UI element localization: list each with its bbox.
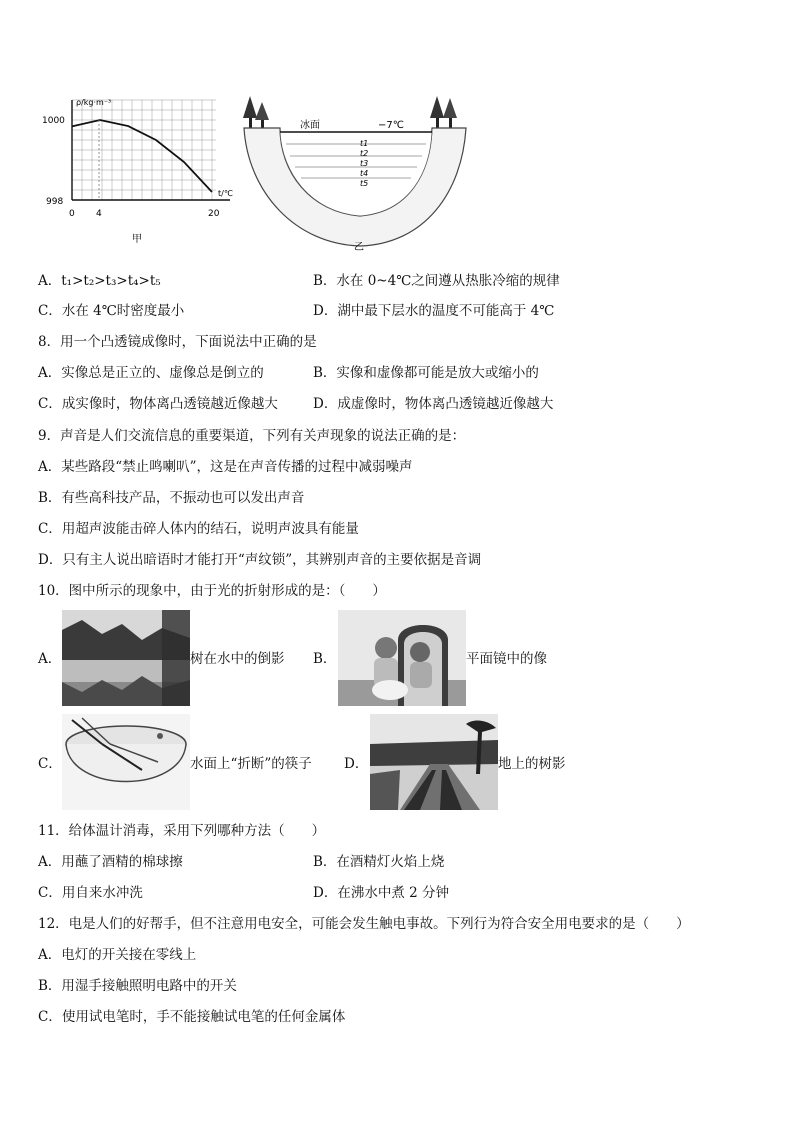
q10-option-a-text: 树在水中的倒影 <box>190 651 285 667</box>
layer-t3: t3 <box>360 159 369 168</box>
q12-option-c[interactable]: C．使用试电笔时，手不能接触试电笔的任何金属体 <box>38 1009 346 1025</box>
q11-option-b[interactable]: B．在酒精灯火焰上烧 <box>313 854 445 870</box>
figure-jia-caption: 甲 <box>132 234 142 245</box>
layer-t5: t5 <box>360 179 369 188</box>
q10-option-d-letter[interactable]: D． <box>344 756 369 772</box>
q8-option-c[interactable]: C．成实像时，物体离凸透镜越近像越大 <box>38 396 278 412</box>
x-tick-20: 20 <box>208 209 220 219</box>
q9-option-d[interactable]: D．只有主人说出暗语时才能打开“声纹锁”，其辨别声音的主要依据是音调 <box>38 552 482 568</box>
q7-option-a[interactable]: A．t₁>t₂>t₃>t₄>t₅ <box>38 273 161 289</box>
y-axis-label: ρ/kg·m⁻³ <box>76 98 112 107</box>
q11-option-d[interactable]: D．在沸水中煮 2 分钟 <box>313 885 449 901</box>
q9-option-c[interactable]: C．用超声波能击碎人体内的结石，说明声波具有能量 <box>38 521 359 537</box>
q10-option-d-text: 地上的树影 <box>498 756 566 772</box>
x-tick-4: 4 <box>96 209 102 219</box>
layer-t1: t1 <box>360 139 369 148</box>
graph-grid <box>72 100 216 200</box>
q10-stem: 10．图中所示的现象中，由于光的折射形成的是：（ ） <box>38 583 386 599</box>
q9-option-b[interactable]: B．有些高科技产品，不振动也可以发出声音 <box>38 490 305 506</box>
q8-stem: 8．用一个凸透镜成像时，下面说法中正确的是 <box>38 334 317 350</box>
temperature-label: −7℃ <box>378 120 404 131</box>
q7-option-b[interactable]: B．水在 0~4℃之间遵从热胀冷缩的规律 <box>313 273 560 289</box>
layer-t4: t4 <box>360 169 369 178</box>
mirror-photo[interactable] <box>338 610 466 706</box>
q12-option-b[interactable]: B．用湿手接触照明电路中的开关 <box>38 978 237 994</box>
q9-stem: 9．声音是人们交流信息的重要渠道，下列有关声现象的说法正确的是： <box>38 428 466 444</box>
q7-option-d[interactable]: D．湖中最下层水的温度不可能高于 4℃ <box>313 303 555 319</box>
q10-option-c-text: 水面上“折断”的筷子 <box>190 756 312 772</box>
q10-option-b-text: 平面镜中的像 <box>466 651 547 667</box>
y-tick-1000: 1000 <box>42 116 65 126</box>
figure-yi-caption: 乙 <box>354 242 364 253</box>
reflection-photo[interactable] <box>62 610 190 706</box>
q8-option-d[interactable]: D．成虚像时，物体离凸透镜越近像越大 <box>313 396 554 412</box>
frozen-lake-diagram <box>240 92 470 257</box>
tree-right-icon <box>430 96 457 128</box>
tree-left-icon <box>243 96 269 128</box>
density-temperature-graph <box>40 92 240 252</box>
q8-option-b[interactable]: B．实像和虚像都可能是放大或缩小的 <box>313 365 539 381</box>
q7-option-c[interactable]: C．水在 4℃时密度最小 <box>38 303 185 319</box>
q11-option-a[interactable]: A．用蘸了酒精的棉球擦 <box>38 854 183 870</box>
tree-shadow-photo[interactable] <box>370 714 498 810</box>
layer-t2: t2 <box>360 149 369 158</box>
x-tick-0: 0 <box>69 209 75 219</box>
q10-option-a-letter[interactable]: A． <box>38 651 62 667</box>
ice-label: 冰面 <box>300 120 320 131</box>
x-axis-label: t/℃ <box>218 189 233 198</box>
q10-option-c-letter[interactable]: C． <box>38 756 62 772</box>
q10-option-b-letter[interactable]: B． <box>313 651 337 667</box>
q11-stem: 11．给体温计消毒，采用下列哪种方法（ ） <box>38 823 326 839</box>
q11-option-c[interactable]: C．用自来水冲洗 <box>38 885 143 901</box>
q12-option-a[interactable]: A．电灯的开关接在零线上 <box>38 947 197 963</box>
q12-stem: 12．电是人们的好帮手，但不注意用电安全，可能会发生触电事故。下列行为符合安全用电要求的是（ ） <box>38 916 690 932</box>
q9-option-a[interactable]: A．某些路段“禁止鸣喇叭”，这是在声音传播的过程中减弱噪声 <box>38 459 413 475</box>
chopsticks-bowl-photo[interactable] <box>62 714 190 810</box>
y-tick-998: 998 <box>46 197 64 207</box>
q8-option-a[interactable]: A．实像总是正立的、虚像总是倒立的 <box>38 365 264 381</box>
